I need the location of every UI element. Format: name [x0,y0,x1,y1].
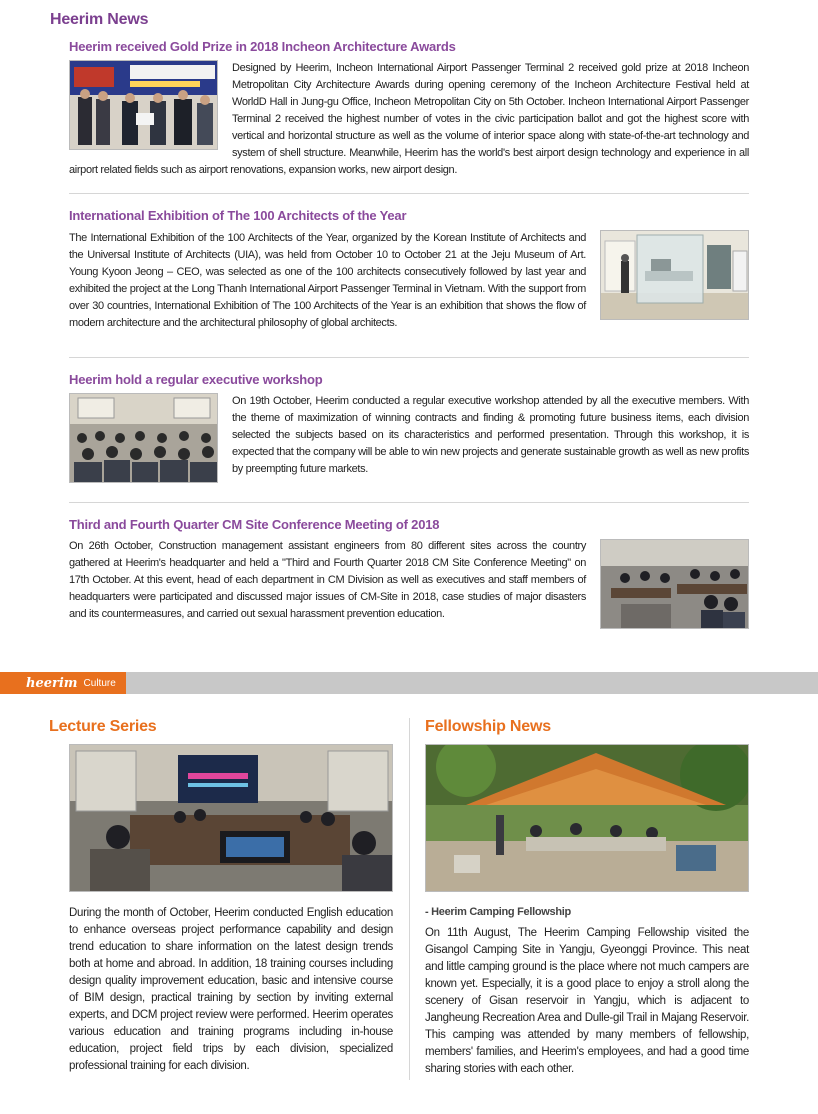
news-article-cm-conference [69,517,749,633]
article-body: Designed by Heerim, Incheon International Airport Passenger Terminal 2 received gold prize at 2018 Incheon Metropolitan City Architecture Awards during opening ceremony of the Incheon Architecture Festival held at WorldD Hall in Jung-gu Office, Incheon Metropolitan City on 5th October. Incheon International Airport Passenger Terminal 2 received the highest number of votes in the civic participation ballot and got the highest score with vertical and horizontal structure as well as the volume of interior space along with state-of-the-art technology and system of shell structure. Meanwhile, Heerim has the world's best airport design technology and experience in all airport related fields such as airport renovations, expansion works, new airport design. [69,62,749,176]
news-article-workshop [69,372,749,487]
heerim-logo: heerim [26,675,78,691]
culture-tag [0,672,126,694]
culture-label: Culture [83,677,116,689]
exhibition-hall-photo [600,230,749,320]
article-title: Third and Fourth Quarter CM Site Conference Meeting of 2018 [69,517,440,532]
lecture-series-title: Lecture Series [49,718,157,735]
column-divider [409,718,410,1080]
workshop-audience-photo [69,393,218,483]
camping-site-photo [425,744,749,892]
article-title: Heerim hold a regular executive workshop [69,372,323,387]
article-title: International Exhibition of The 100 Architects of the Year [69,208,407,223]
culture-band [0,672,818,694]
news-section-title: Heerim News [50,11,149,28]
article-body: On 19th October, Heerim conducted a regular executive workshop attended by all the executive members. With the theme of maximization of winning contracts and finding & promoting future business items, each division selected the subjects based on its characteristics and performed presentation. Through this workshop, it is expected that the company will be able to win new projects and generate sustainable growth as well as new profits by preempting future markets. [232,395,749,475]
article-title: Heerim received Gold Prize in 2018 Incheon Architecture Awards [69,39,456,54]
fellowship-body: On 11th August, The Heerim Camping Fellowship visited the Gisangol Camping Site in Yangju, Gyeonggi Province. This neat and little camping ground is the place where not much campers are known yet. Especially, it is a good place to enjoy a stroll along the scenery of Gisan reservoir in Yangju, which is adjacent to Jangheung Recreation Area and Dulle-gil Trail in Majang Reservoir. This camping was attended by many members of fellowship, members' families, and Heerim's employees, and had a good time sharing stories with each other. [425,927,749,1075]
article-body: The International Exhibition of the 100 Architects of the Year, organized by the Korean Institute of Architects and the Universal Institute of Architects (UIA), was held from October 10 to October 21 at the Jeju Museum of Art. Young Kyoon Jeong – CEO, was selected as one of the 100 architects consecutively followed by last year and exhibited the project at the Long Thanh International Airport Passenger Terminal in Vietnam. With the support from over 30 countries, International Exhibition of The 100 Architects of the Year is an exhibition that shows the flow of modern architecture and the architectural philosophy of global architects. [69,232,586,329]
divider [69,193,749,194]
divider [69,357,749,358]
lecture-room-photo [69,744,393,892]
fellowship-news-title: Fellowship News [425,718,551,735]
lecture-body: During the month of October, Heerim conducted English education to enhance overseas project performance capability and design trend education to share information on the latest design trends both at home and abroad. In addition, 18 training courses including design quality improvement education, basic and intensive course of BIM design, practical training by section by inviting external experts, and DCM project review were performed. Heerim operates various education and training programs including in-house education, project field trips by each division, specialized professional training for each division. [69,907,393,1072]
news-article-exhibition [69,208,749,332]
article-body: On 26th October, Construction management assistant engineers from 80 different sites across the country gathered at Heerim's headquarter and held a "Third and Fourth Quarter 2018 CM Site Conference Meeting" on 17th October. At this event, head of each department in CM Division as well as executives and staff members of headquarters were participated and discussed major issues of CM-Site in 2018, case studies of major disasters and its countermeasures, and carried out sexual harassment prevention education. [69,540,586,620]
news-article-gold-prize [69,39,749,179]
award-ceremony-photo [69,60,218,150]
divider [69,502,749,503]
fellowship-subtitle: - Heerim Camping Fellowship [425,906,571,918]
conference-meeting-photo [600,539,749,629]
